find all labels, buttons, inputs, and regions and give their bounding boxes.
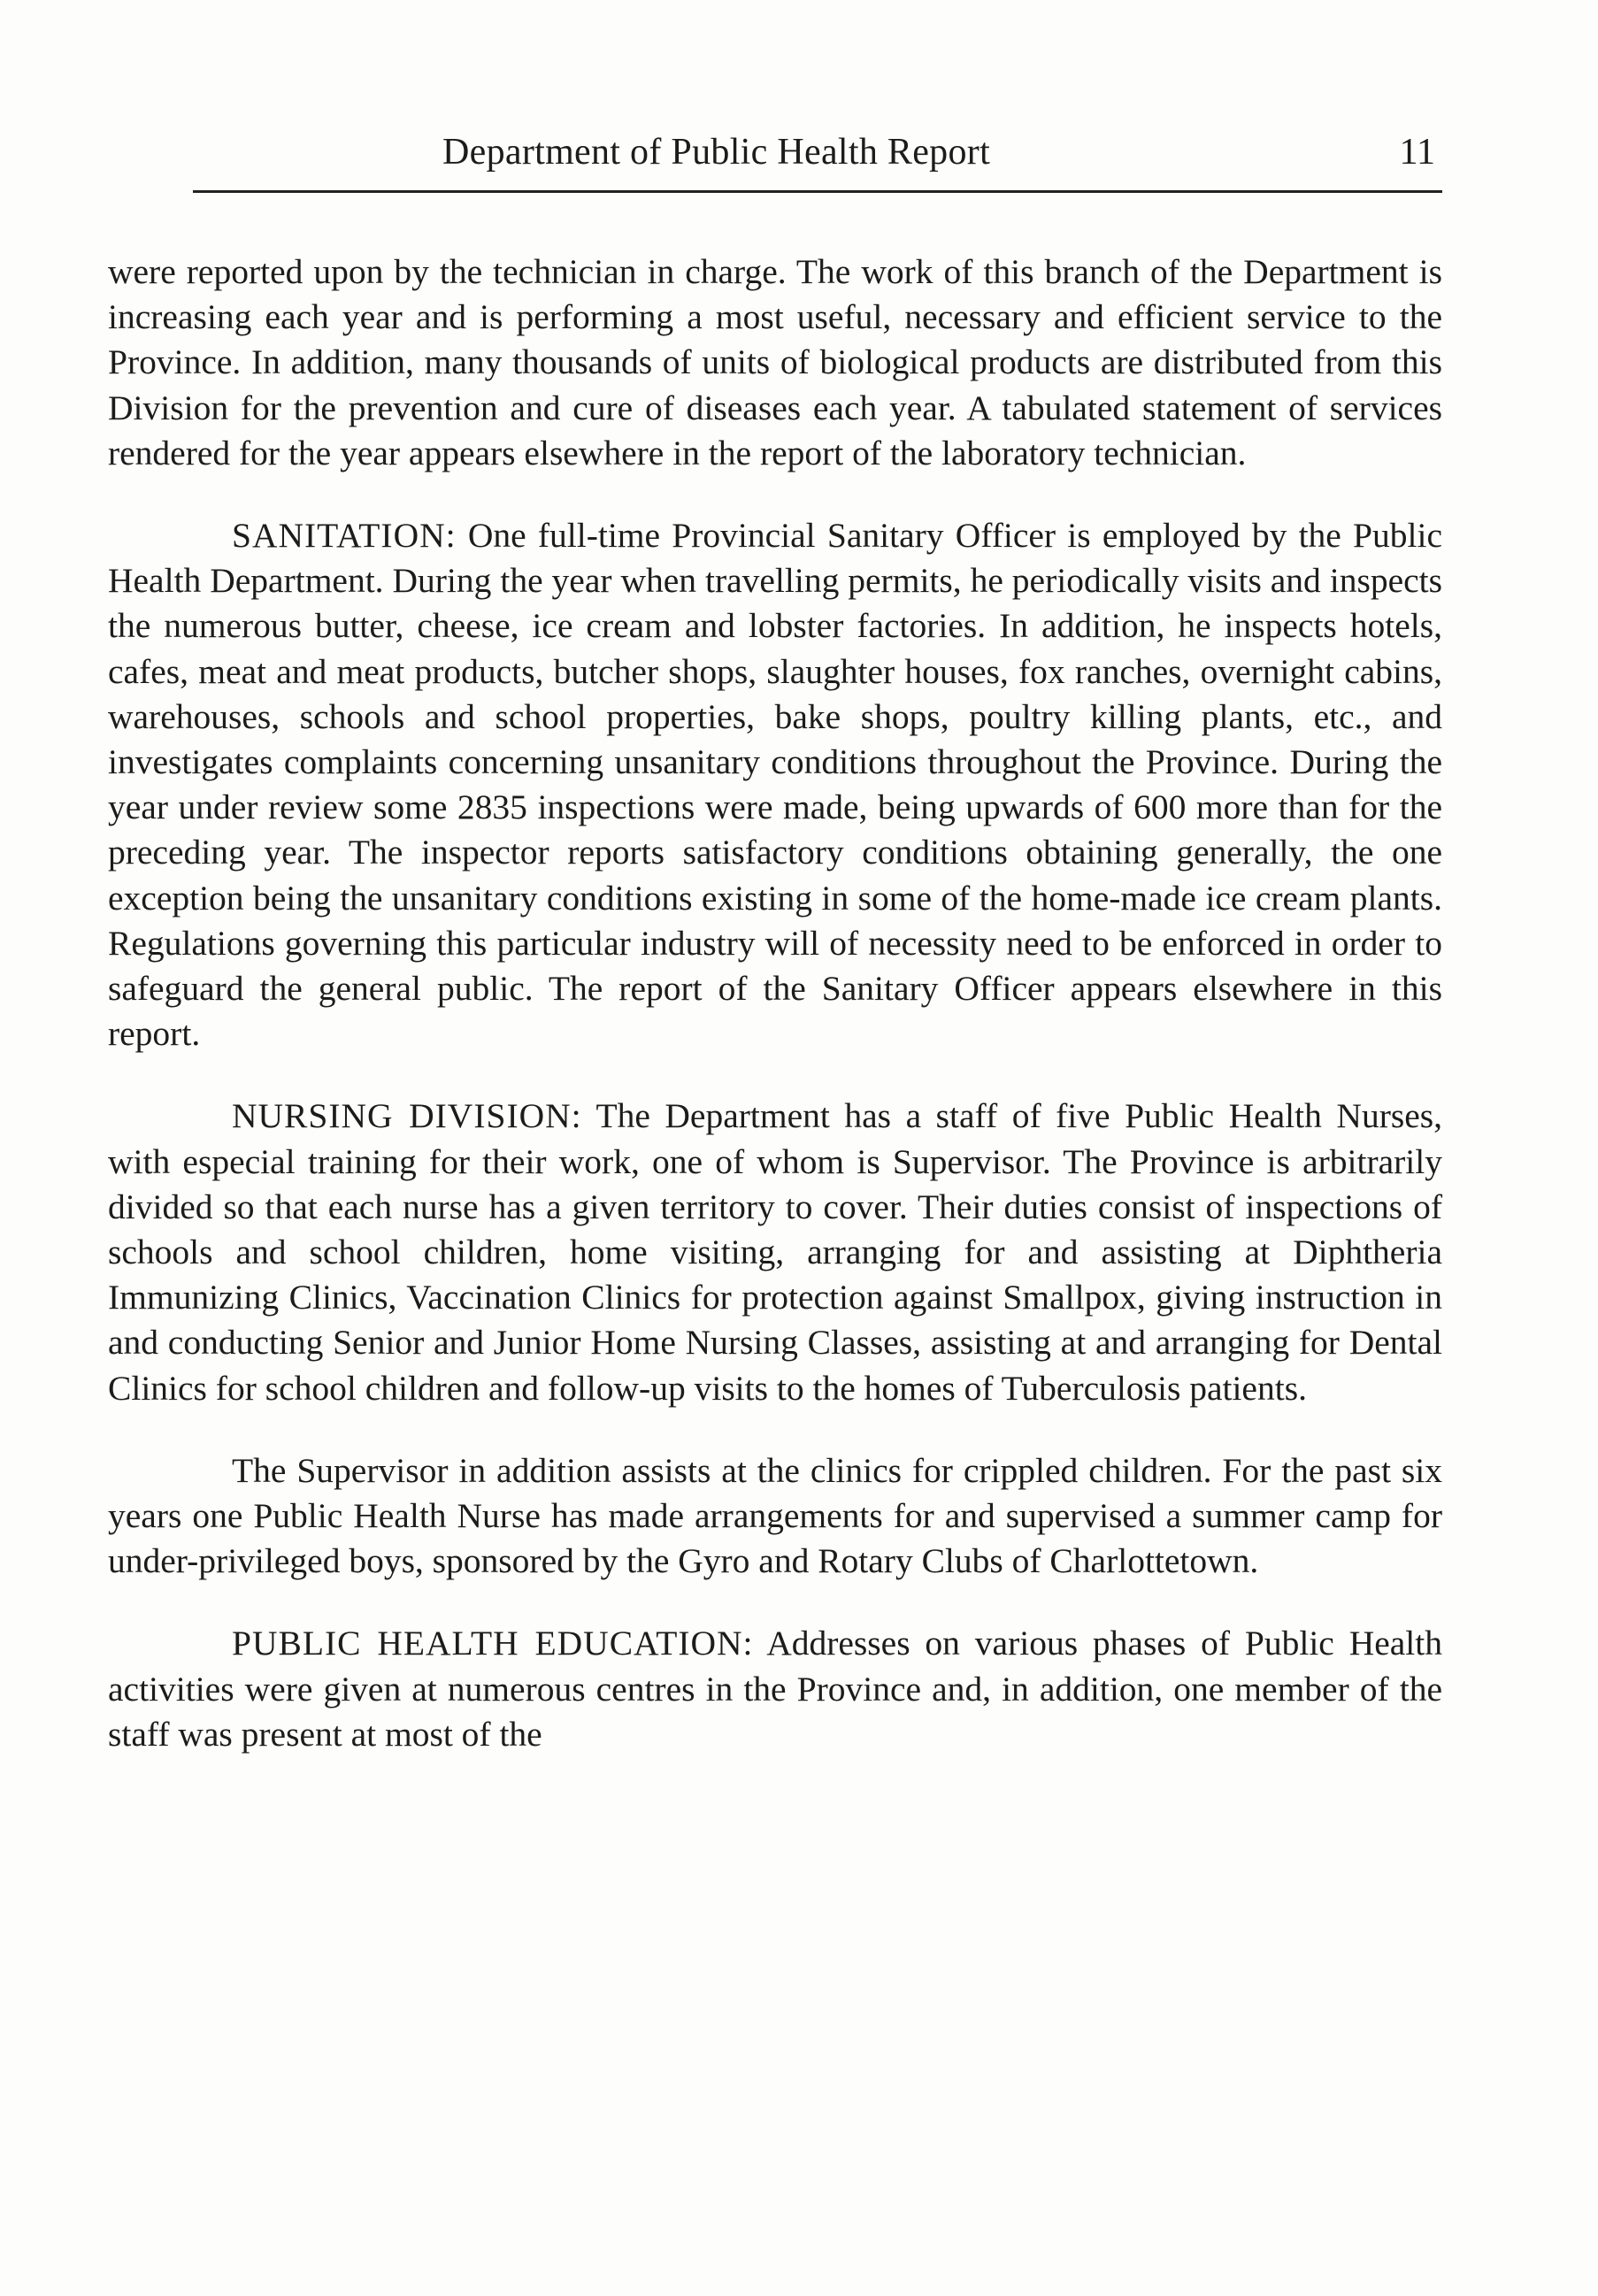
section-heading-sanitation: SANITATION: [232,516,457,556]
running-header [193,131,1442,186]
header-title: Department of Public Health Report [442,132,991,173]
paragraph-text: The Supervisor in addition assists at the clinics for crippled children. For the past six years one Public Health Nurse has made arrangements for and supervised a summer camp for under-privileged boys, sponsored by the Gyro and Rotary Clubs of Charlottetown. [108,1450,1442,1581]
section-heading-nursing-division: NURSING DIVISION: [232,1096,582,1136]
header-rule [193,190,1442,193]
page-number: 11 [1399,132,1435,173]
body-text [108,250,1442,1794]
paragraph-laboratory-continued [108,250,1442,476]
paragraph-sanitation [108,513,1442,1056]
paragraph-text: One full-time Provincial Sanitary Officer is employed by the Public Health Department. During the year when travelling permits, he periodically visits and inspects the numerous butter, cheese, ice cream and lobster factories. In addition, he inspects hotels, cafes, meat and meat products, butcher shops, slaughter houses, fox ranches, overnight cabins, warehouses, schools and school properties, bake shops, poultry killing plants, etc., and investigates complaints concerning unsanitary conditions throughout the Province. During the year under review some 2835 inspections were made, being upwards of 600 more than for the preceding year. The inspector reports satisfactory conditions obtaining generally, the one exception being the unsanitary conditions existing in some of the home-made ice cream plants. Regulations governing this particular industry will of necessity need to be enforced in order to safeguard the general public. The report of the Sanitary Officer appears elsewhere in this report. [108,516,1442,1054]
paragraph-text: The Department has a staff of five Public Health Nurses, with especial training for their work, one of whom is Supervisor. The Province is arbitrarily divided so that each nurse has a given territory to cover. Their duties consist of inspections of schools and school children, home visiting, arranging for and assisting at Diphtheria Immunizing Clinics, Vaccination Clinics for protection against Smallpox, giving instruction in and conducting Senior and Junior Home Nursing Classes, assisting at and arranging for Dental Clinics for school children and follow-up visits to the homes of Tuberculosis patients. [108,1096,1442,1408]
paragraph-public-health-education [108,1621,1442,1757]
paragraph-supervisor [108,1448,1442,1585]
paragraph-text: Addresses on various phases of Public Health activities were given at numerous centres in the Province and, in addition, one member of the staff was present at most of the [108,1624,1442,1754]
paragraph-nursing-division [108,1094,1442,1410]
section-heading-public-health-education: PUBLIC HEALTH EDUCATION: [232,1624,754,1663]
paragraph-text: were reported upon by the technician in charge. The work of this branch of the Department is increasing each year and is performing a most useful, necessary and efficient service to the Province. In addition, many thousands of units of biological products are distributed from this Division for the prevention and cure of diseases each year. A tabulated statement of services rendered for the year appears elsewhere in the report of the laboratory technician. [108,252,1442,472]
